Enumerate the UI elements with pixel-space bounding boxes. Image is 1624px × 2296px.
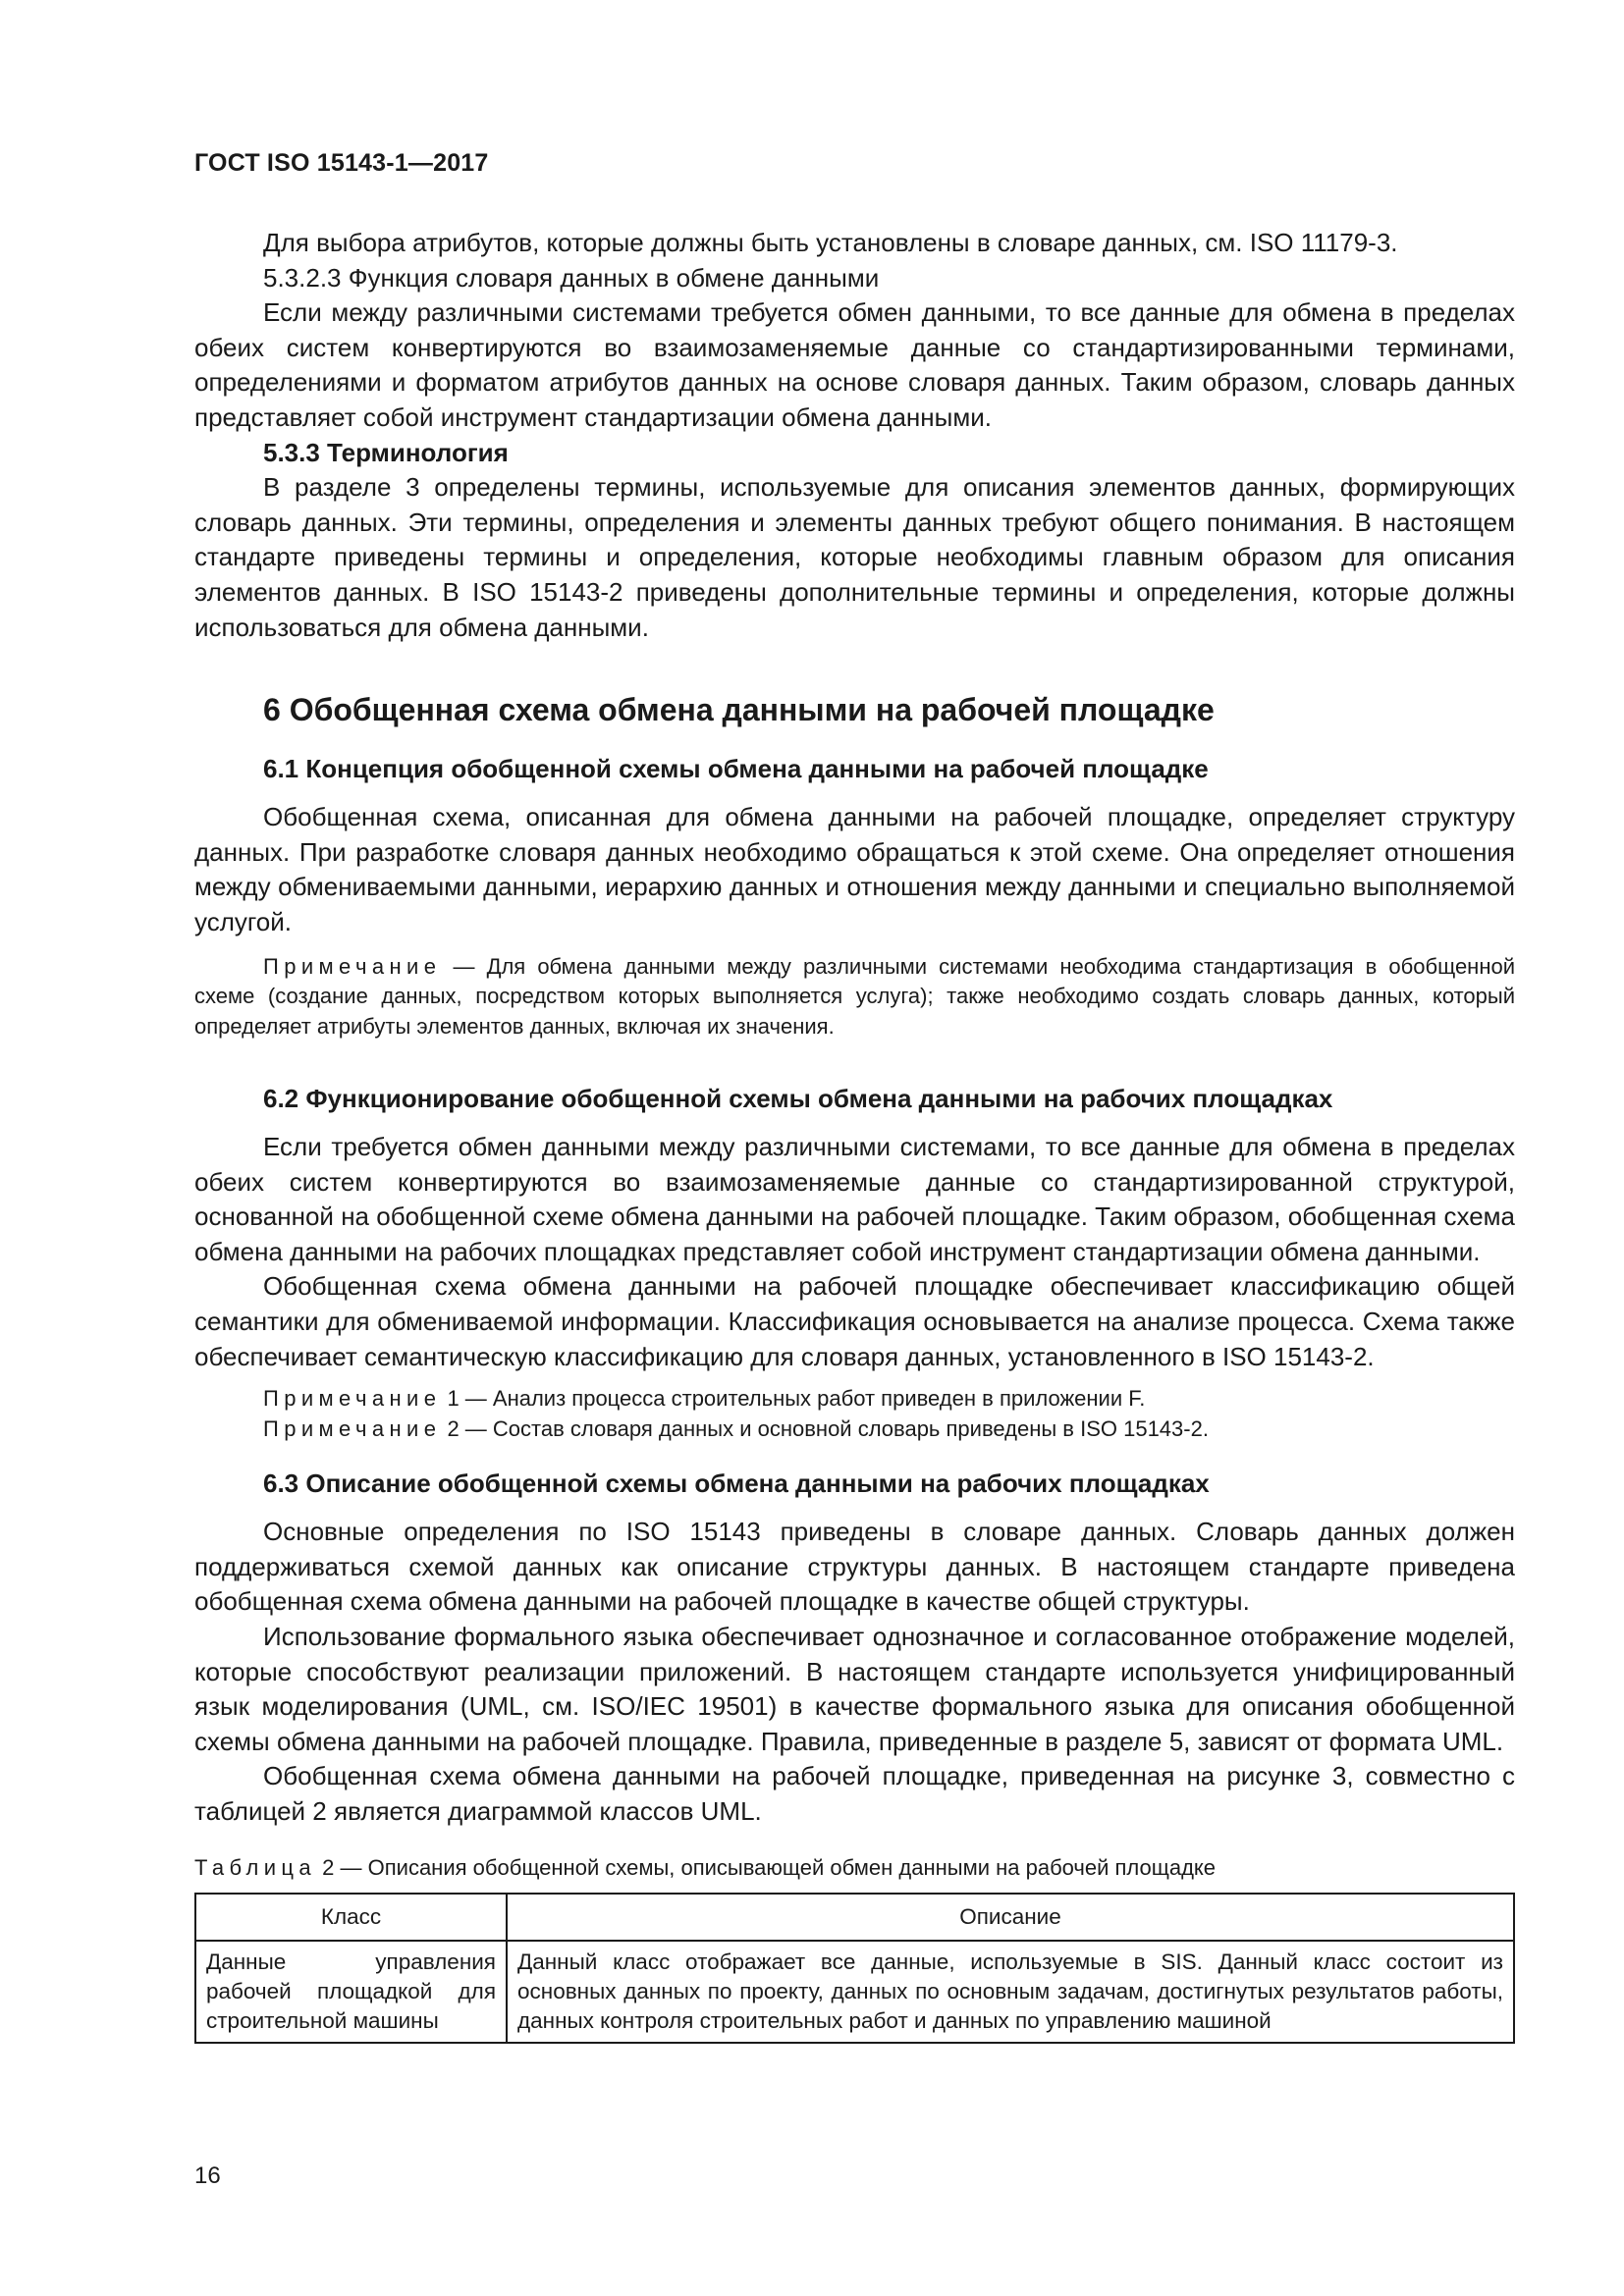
table-cell-class: Данные управления рабочей площадкой для строительной машины	[195, 1941, 507, 2043]
paragraph: Использование формального языка обеспечивает однозначное и согласованное отображение моделей, которые способствуют реализации приложений. В настоящем стандарте используется унифицированный язык моделирования (UML, см. ISO/IEC 19501) в качестве формального языка для описания обобщенной схемы обмена данными на рабочей площадке. Правила, приведенные в разделе 5, зависят от формата UML.	[194, 1621, 1515, 1756]
table-caption	[194, 1853, 1515, 1883]
subsection-title: 6.2 Функционирование обобщенной схемы обмена данными на рабочих площадках	[263, 1084, 1333, 1113]
paragraph: Для выбора атрибутов, которые должны быть установлены в словаре данных, см. ISO 11179-3.	[263, 228, 1398, 257]
table-cell-description: Данный класс отображает все данные, используемые в SIS. Данный класс состоит из основных данных по проекту, данных по основным задачам, достигнутых результатов работы, данных контроля строительных работ и данных по управлению машиной	[507, 1941, 1514, 2043]
paragraph: Обобщенная схема обмена данными на рабочей площадке, приведенная на рисунке 3, совместно с таблицей 2 является диаграммой классов UML.	[194, 1761, 1515, 1826]
clause-heading: 5.3.2.3 Функция словаря данных в обмене данными	[263, 262, 880, 293]
table-caption-text: 2 — Описания обобщенной схемы, описывающей обмен данными на рабочей площадке	[316, 1854, 1217, 1880]
note-label: Примечание	[263, 1386, 442, 1412]
subsection-title: 6.1 Концепция обобщенной схемы обмена данными на рабочей площадке	[263, 754, 1209, 784]
clause-heading: 5.3.3 Терминология	[263, 437, 509, 467]
note	[194, 1384, 1515, 1415]
note-text: 2 — Состав словаря данных и основной словарь приведены в ISO 15143-2.	[441, 1415, 1209, 1441]
column-header-class: Класс	[195, 1894, 507, 1941]
paragraph: Обобщенная схема, описанная для обмена данными на рабочей площадке, определяет структуру данных. При разработке словаря данных необходимо обращаться к этой схеме. Она определяет отношения между обмениваемыми данными, иерархию данных и отношения между данными и специально выполняемой услугой.	[194, 802, 1515, 936]
note	[194, 952, 1515, 1042]
page-content	[194, 226, 1515, 2044]
note	[194, 1415, 1515, 1445]
paragraph: Если требуется обмен данными между различными системами, то все данные для обмена в пределах обеих систем конвертируются во взаимозаменяемые данные со стандартизированной структурой, основанной на обобщенной схеме обмена данными на рабочей площадке. Таким образом, обобщенная схема обмена данными на рабочих площадках представляет собой инструмент стандартизации обмена данными.	[194, 1132, 1515, 1266]
page-number: 16	[194, 2163, 221, 2189]
table-header-row	[195, 1894, 1514, 1941]
note-label: Примечание	[263, 1415, 442, 1441]
document-id-header: ГОСТ ISO 15143-1—2017	[194, 149, 489, 177]
section-title: 6 Обобщенная схема обмена данными на рабочей площадке	[263, 692, 1215, 728]
subsection-title: 6.3 Описание обобщенной схемы обмена данными на рабочих площадках	[263, 1468, 1210, 1499]
paragraph: Если между различными системами требуется обмен данными, то все данные для обмена в пределах обеих систем конвертируются во взаимозаменяемые данные со стандартизированными терминами, определениями и форматом атрибутов данных на основе словаря данных. Таким образом, словарь данных представляет собой инструмент стандартизации обмена данными.	[194, 297, 1515, 432]
description-table	[194, 1893, 1515, 2044]
table-row	[195, 1941, 1514, 2043]
paragraph: В разделе 3 определены термины, используемые для описания элементов данных, формирующих словарь данных. Эти термины, определения и элементы данных требуют общего понимания. В настоящем стандарте приведены термины и определения, которые необходимы главным образом для описания элементов данных. В ISO 15143-2 приведены дополнительные термины и определения, которые должны использоваться для обмена данными.	[194, 472, 1515, 642]
note-text: 1 — Анализ процесса строительных работ приведен в приложении F.	[441, 1386, 1146, 1412]
note-label: Примечание	[263, 953, 442, 979]
paragraph: Основные определения по ISO 15143 приведены в словаре данных. Словарь данных должен поддерживаться схемой данных как описание структуры данных. В настоящем стандарте приведена обобщенная схема обмена данными на рабочей площадке в качестве общей структуры.	[194, 1517, 1515, 1617]
paragraph: Обобщенная схема обмена данными на рабочей площадке обеспечивает классификацию общей семантики для обмениваемой информации. Классификация основывается на анализе процесса. Схема также обеспечивает семантическую классификацию для словаря данных, установленного в ISO 15143-2.	[194, 1271, 1515, 1371]
note-text: — Для обмена данными между различными системами необходима стандартизация в обобщенной схеме (создание данных, посредством которых выполняется услуга); также необходимо создать словарь данных, который определяет атрибуты элементов данных, включая их значения.	[194, 953, 1515, 1039]
table-caption-label: Таблица	[194, 1854, 317, 1880]
column-header-description: Описание	[507, 1894, 1514, 1941]
